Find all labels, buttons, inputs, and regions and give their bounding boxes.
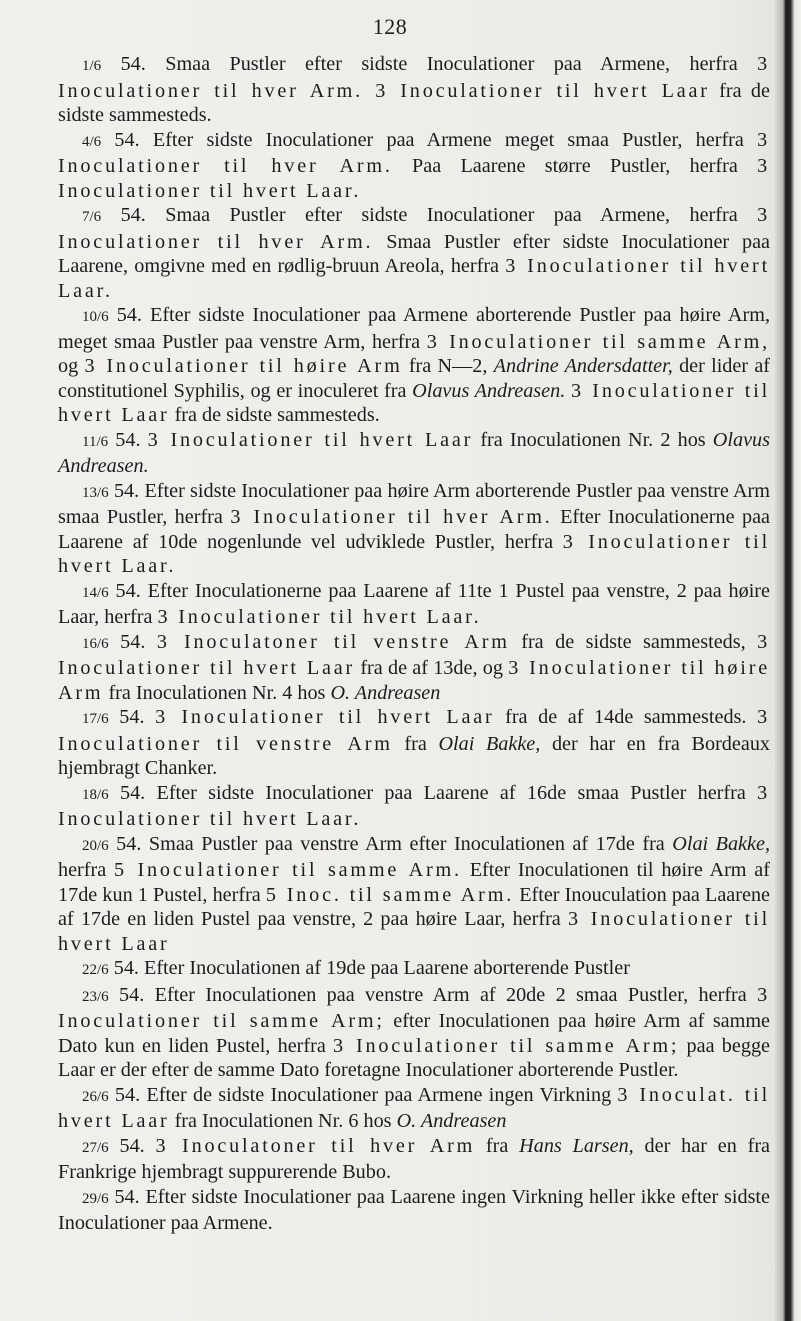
- entry-text: Smaa Pustler efter sidste Inoculationer paa Laarene, omgivne med en rødlig-bruun Areola, herfra: [58, 230, 770, 277]
- entry-text: fra: [392, 732, 439, 755]
- spaced-text: 3 Inoculationer til hvert Laar: [58, 379, 771, 426]
- entry-text: fra de sidste sammesteds.: [58, 79, 770, 126]
- entry-date: 7/6: [82, 209, 102, 225]
- entry-date: 26/6: [82, 1088, 109, 1105]
- diary-entry: [58, 203, 770, 303]
- spaced-text: 3 Inoculationer til hvert Laar: [155, 706, 495, 728]
- entry-date: 14/6: [82, 584, 109, 601]
- italic-name: O. Andreasen: [330, 681, 441, 704]
- entry-date: 27/6: [82, 1139, 109, 1156]
- entry-text: 54.: [108, 630, 157, 653]
- entry-date: 29/6: [82, 1190, 109, 1207]
- italic-name: Olai Bakke,: [672, 832, 770, 855]
- page-edge-shadow: [775, 0, 801, 1321]
- entry-text: og: [58, 355, 85, 377]
- italic-name: Andrine Andersdatter,: [493, 355, 673, 377]
- entry-date: 10/6: [82, 309, 109, 325]
- spaced-text: 3 Inoculationer til samme Arm,: [426, 330, 770, 353]
- spaced-text: 3 Inoculationer til hvert Laar.: [58, 530, 770, 577]
- diary-entry: [58, 52, 770, 128]
- entry-date: 18/6: [82, 786, 109, 803]
- entry-text: 54. Efter Inoculationerne paa Laarene af 11te 1 Pustel paa venstre, 2 paa høire Laar, herfra: [58, 579, 770, 628]
- entry-text: fra Inoculationen Nr. 4 hos: [103, 681, 331, 704]
- entry-text: der har en fra Bordeaux hjembragt Chanker.: [58, 732, 771, 779]
- italic-name: Olai Bakke,: [438, 732, 541, 755]
- entry-text: 54. Smaa Pustler efter sidste Inoculationer paa Armene, herfra: [101, 204, 758, 226]
- entry-text: 54. Efter sidste Inoculationer paa høire Arm aborterende Pustler paa venstre Arm smaa Pustler, herfra: [58, 479, 770, 528]
- spaced-text: 3 Inoculationer til hver Arm.: [58, 204, 770, 253]
- entry-text: fra de sidste sammesteds,: [509, 630, 758, 653]
- entry-text: efter Inoculationen paa høire Arm af samme Dato kun en liden Pustel, herfra: [58, 1010, 771, 1057]
- entry-date: 1/6: [82, 58, 102, 74]
- diary-entry: [58, 479, 770, 579]
- spaced-text: 3 Inoculationer til hvert Laar.: [157, 606, 482, 628]
- diary-entry: [58, 303, 770, 428]
- spaced-text: 3 Inoculationer til samme Arm;: [333, 1034, 680, 1057]
- diary-entry: [58, 1083, 770, 1134]
- entry-text: Efter Inoculationen til høire Arm af 17de kun 1 Pustel, herfra: [58, 859, 770, 906]
- entry-text: 54. Efter de sidste Inoculationer paa Armene ingen Virkning: [108, 1083, 618, 1106]
- spaced-text: 3 Inoculationer til høire Arm: [84, 355, 403, 377]
- entry-text: 54.: [108, 706, 156, 728]
- entry-text: Efter Inouculation paa Laarene af 17de en liden Pustel paa venstre, 2 paa høire Laar, herfra: [58, 883, 770, 930]
- diary-entry: [58, 1185, 770, 1236]
- spaced-text: 3 Inoculat. til hvert Laar: [58, 1083, 770, 1132]
- spaced-text: 3 Inoculationer til samme Arm;: [58, 983, 770, 1032]
- diary-entry: [58, 579, 770, 630]
- entry-text: fra de sidste sammesteds.: [169, 404, 380, 426]
- spaced-text: 3 Inoculationer til hver Arm.: [230, 506, 553, 528]
- diary-entry: [58, 983, 770, 1083]
- italic-name: O. Andreasen: [396, 1110, 507, 1132]
- entry-text: 54. Efter Inoculationen paa venstre Arm af 20de 2 smaa Pustler, herfra: [108, 983, 758, 1006]
- spaced-text: 3 Inoculationer til hvert Laar: [147, 428, 474, 451]
- diary-entry: [58, 428, 770, 479]
- spaced-text: 5 Inoculationer til samme Arm.: [114, 859, 462, 881]
- entry-date: 17/6: [82, 711, 109, 727]
- entry-text: 54. Efter sidste Inoculationer paa Laarene af 16de smaa Pustler herfra: [108, 781, 758, 804]
- spaced-text: 3 Inoculationer til hvert Laar.: [58, 255, 770, 302]
- entry-date: 4/6: [82, 133, 102, 150]
- spaced-text: 3 Inoculationer til venstre Arm: [58, 706, 770, 755]
- spaced-text: 3 Inoculationer til hvert Laar.: [58, 155, 770, 202]
- page-number: 128: [372, 14, 408, 39]
- entry-date: 23/6: [82, 988, 109, 1005]
- entry-date: 16/6: [82, 635, 109, 652]
- page-body: [58, 52, 770, 1236]
- diary-entry: [58, 832, 770, 957]
- entry-text: fra N—2,: [402, 355, 494, 377]
- entry-text: der har en fra Frankrige hjembragt suppurerende Bubo.: [58, 1134, 771, 1183]
- italic-name: Hans Larsen,: [519, 1134, 634, 1157]
- entry-text: Efter Inoculationerne paa Laarene af 10de nogenlunde vel udviklede Pustler, herfra: [58, 506, 771, 553]
- spaced-text: 3 Inoculationer til hver Arm.: [58, 128, 770, 177]
- entry-text: 54. Efter sidste Inoculationer paa Laarene ingen Virkning heller ikke efter sidste Inoculationer paa Armene.: [58, 1185, 770, 1234]
- diary-entry: [58, 781, 770, 832]
- entry-date: 20/6: [82, 837, 109, 854]
- italic-name: Olavus Andreasen.: [412, 379, 566, 402]
- entry-date: 22/6: [82, 962, 109, 978]
- entry-text: herfra: [58, 859, 114, 881]
- diary-entry: [58, 630, 770, 706]
- entry-date: 11/6: [82, 433, 109, 450]
- spaced-text: 3 Inoculationer til hver Arm. 3 Inoculationer til hvert Laar: [58, 53, 770, 102]
- entry-text: paa begge Laar er der efter de samme Dato foretagne Inoculationer aborterende Pustler.: [58, 1034, 770, 1081]
- spaced-text: 5 Inoc. til samme Arm.: [265, 883, 515, 906]
- entry-text: 54. Efter sidste Inoculationer paa Armene aborterende Pustler paa høire Arm, meget smaa Pustler paa venstre Arm, herfra: [58, 304, 770, 353]
- entry-text: fra Inoculationen Nr. 6 hos: [169, 1110, 397, 1132]
- diary-entry: [58, 705, 770, 781]
- entry-date: 13/6: [82, 484, 109, 501]
- spaced-text: 3 Inoculationer til høire Arm: [58, 657, 770, 704]
- entry-text: 54. Efter Inoculationen af 19de paa Laarene aborterende Pustler: [108, 957, 630, 979]
- entry-text: 54.: [108, 428, 148, 451]
- entry-text: fra: [475, 1134, 520, 1157]
- entry-text: fra de af 14de sammesteds.: [494, 706, 758, 728]
- entry-text: Paa Laarene større Pustler, herfra: [392, 155, 758, 177]
- entry-text: fra de af 13de, og: [355, 657, 509, 679]
- spaced-text: 3 Inoculationer til hvert Laar: [58, 630, 771, 679]
- entry-text: fra Inoculationen Nr. 2 hos: [473, 428, 713, 451]
- italic-name: Olavus Andreasen.: [58, 428, 770, 477]
- diary-entry: [58, 956, 770, 983]
- entry-text: 54.: [108, 1134, 156, 1157]
- spaced-text: 3 Inoculationer til hvert Laar.: [58, 781, 770, 830]
- entry-text: 54. Efter sidste Inoculationer paa Armene meget smaa Pustler, herfra: [101, 128, 758, 151]
- diary-entry: [58, 1134, 770, 1185]
- spaced-text: 3 Inoculatoner til venstre Arm: [156, 630, 510, 653]
- entry-text: der lider af constitutionel Syphilis, og er inoculeret fra: [58, 355, 771, 402]
- entry-text: 54. Smaa Pustler efter sidste Inoculationer paa Armene, herfra: [101, 53, 758, 75]
- entry-text: 54. Smaa Pustler paa venstre Arm efter Inoculationen af 17de fra: [108, 832, 673, 855]
- spaced-text: 3 Inoculatoner til hver Arm: [155, 1134, 476, 1157]
- diary-entry: [58, 128, 770, 204]
- spaced-text: 3 Inoculationer til hvert Laar: [58, 908, 770, 955]
